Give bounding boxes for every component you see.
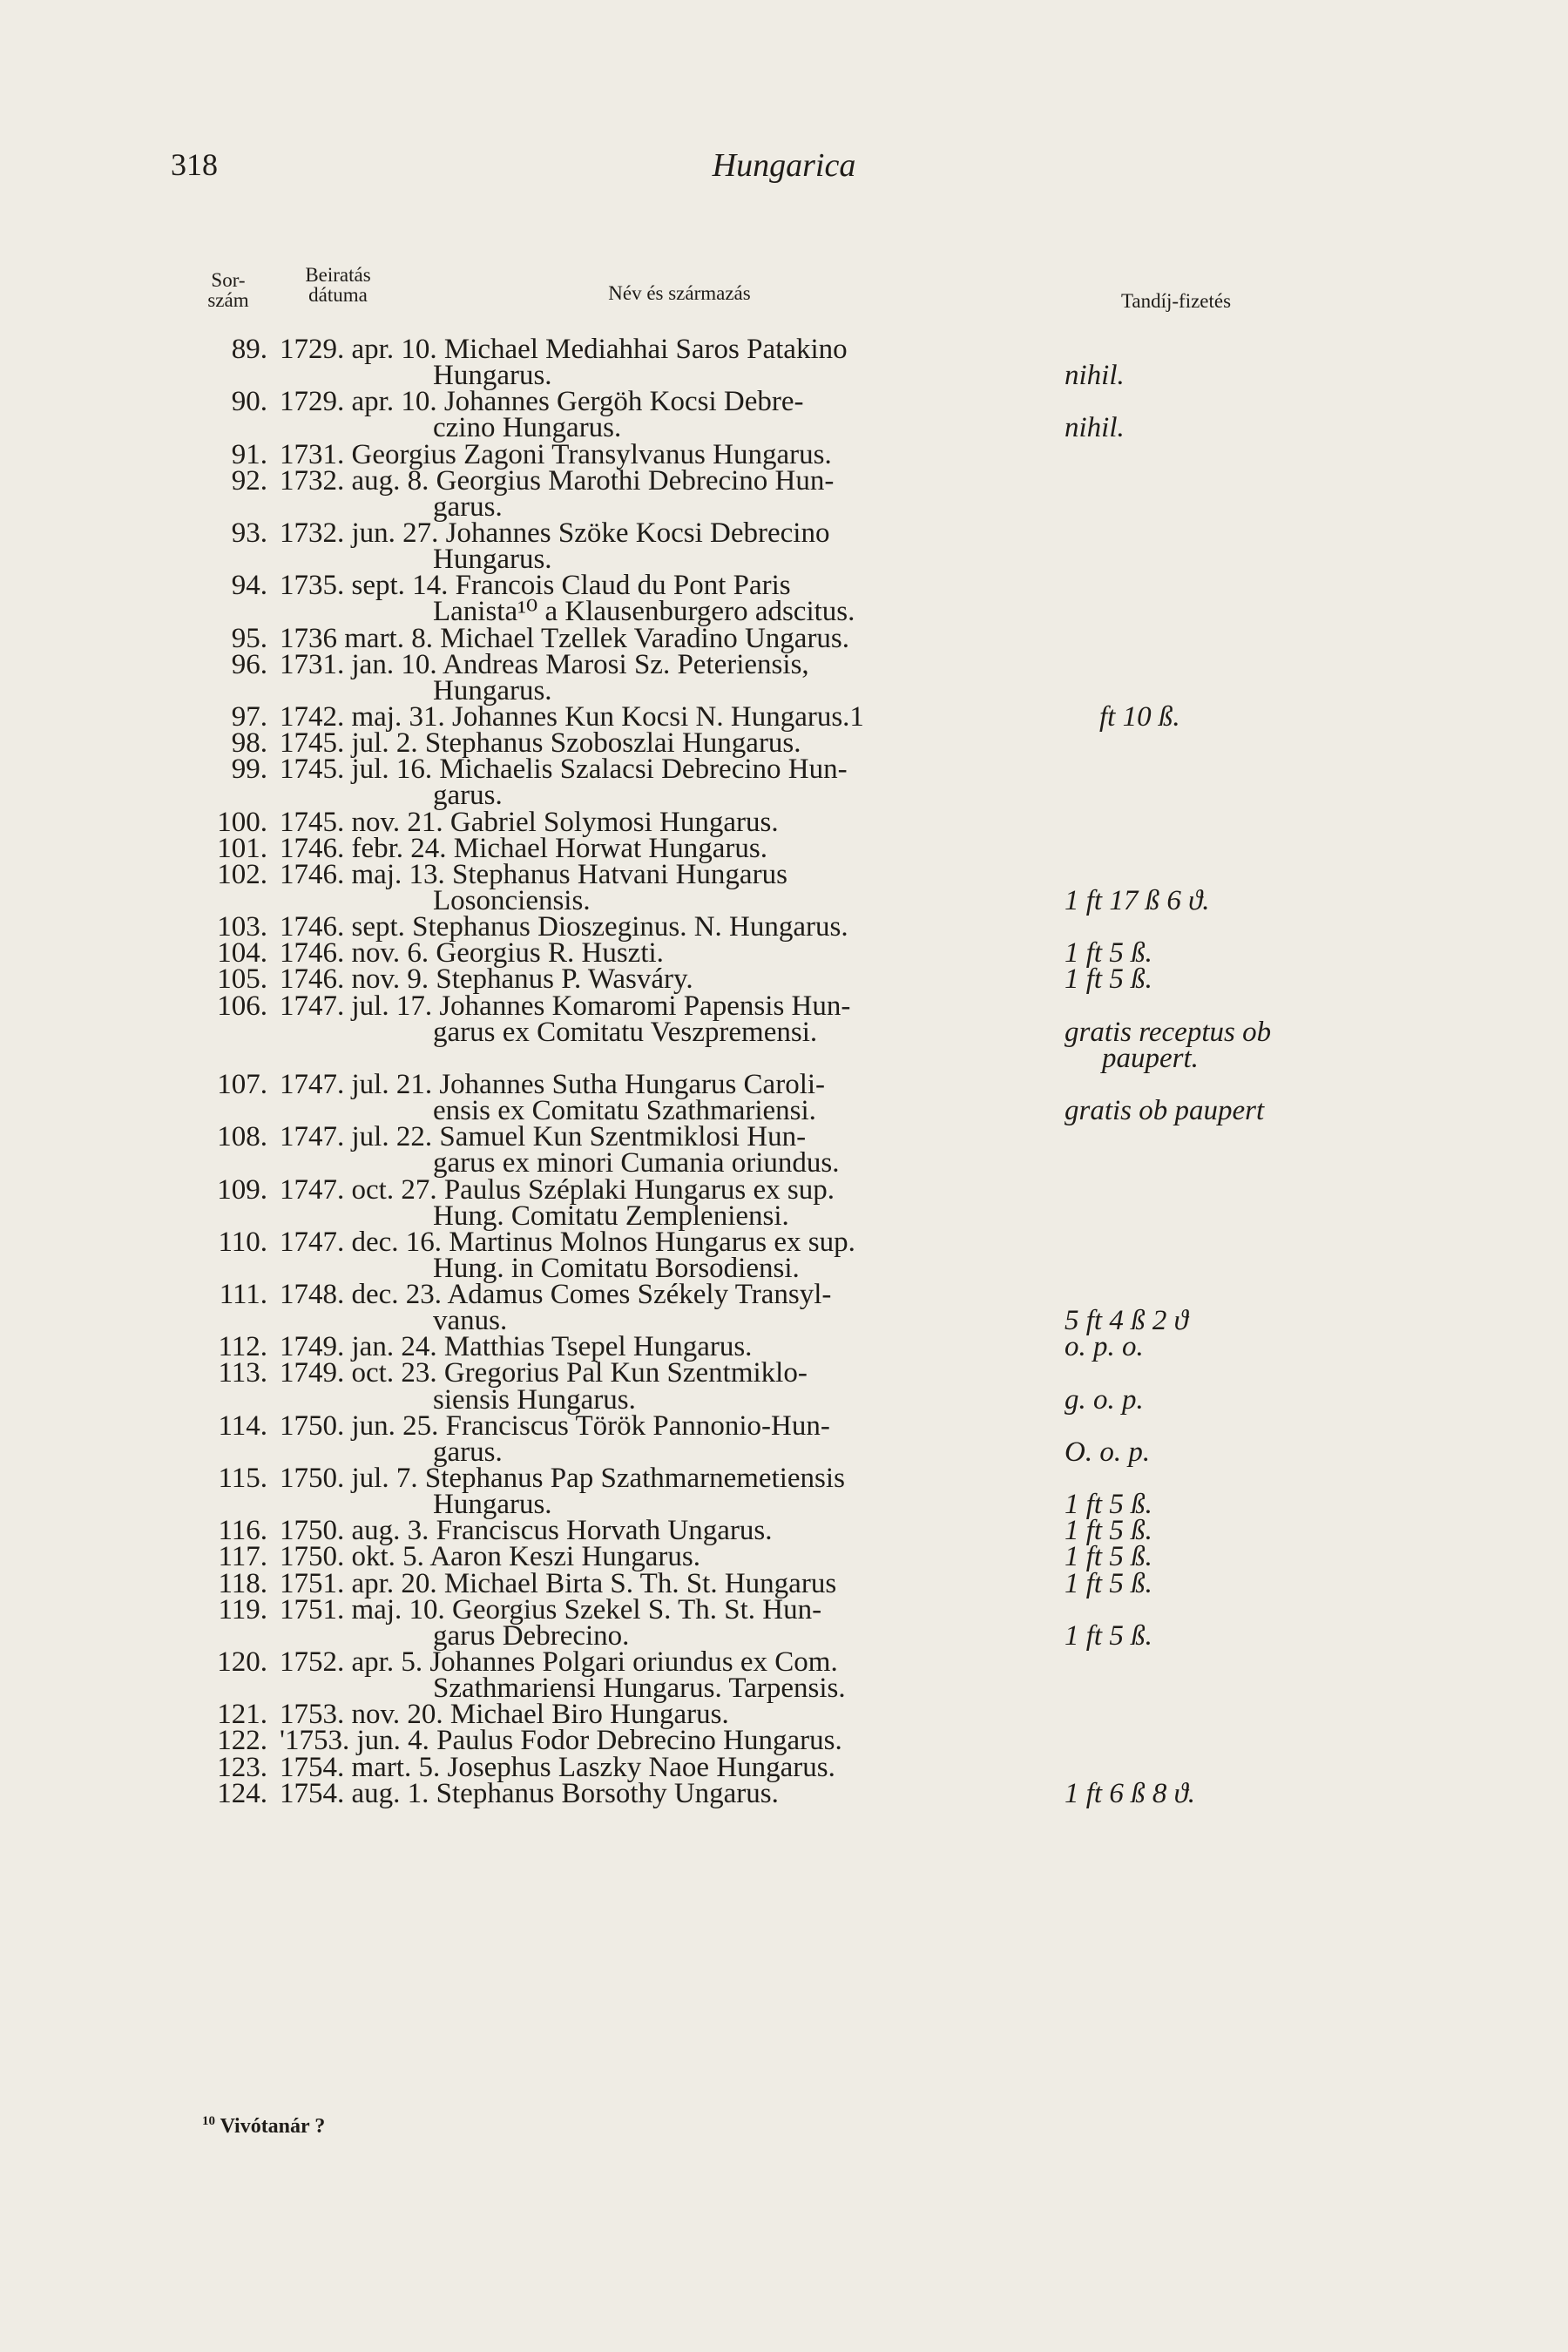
column-header-sorszam-line1: Sor-	[211, 269, 246, 291]
entry-text: 1731. Georgius Zagoni Transylvanus Hungarus.	[280, 438, 832, 470]
entry-number: 96.	[231, 648, 267, 680]
entry-text: 1750. jul. 7. Stephanus Pap Szathmarnemetiensis	[280, 1463, 845, 1495]
entry-line	[0, 858, 1568, 890]
entry-text: 1729. apr. 10. Johannes Gergöh Kocsi Debre-	[280, 386, 804, 418]
entry-line	[0, 334, 1568, 365]
entry-text: 1746. nov. 9. Stephanus P. Wasváry.	[280, 963, 693, 996]
entry-line	[0, 1252, 1568, 1284]
entry-line	[0, 1567, 1568, 1599]
entry-line	[0, 386, 1568, 418]
entry-line	[0, 806, 1568, 838]
entry-line	[0, 780, 1568, 812]
register-entry	[0, 334, 1568, 392]
entry-line	[0, 1489, 1568, 1521]
entry-number: 112.	[218, 1331, 267, 1363]
entry-line	[0, 570, 1568, 602]
entry-line	[0, 412, 1568, 444]
register-entry	[0, 1699, 1568, 1731]
entry-line	[0, 1463, 1568, 1495]
entry-text: 1748. dec. 23. Adamus Comes Székely Transyl-	[280, 1279, 832, 1311]
register-entry	[0, 1226, 1568, 1284]
entry-line	[0, 937, 1568, 970]
entry-text: 1747. jul. 21. Johannes Sutha Hungarus Caroli-	[280, 1068, 826, 1100]
register-entry	[0, 1593, 1568, 1652]
entry-text: 1745. jul. 16. Michaelis Szalacsi Debrecino Hun-	[280, 754, 848, 786]
entry-number: 110.	[218, 1226, 267, 1258]
entry-text: Hung. Comitatu Zempleniensi.	[433, 1200, 789, 1232]
register-entry	[0, 700, 1568, 733]
entry-number: 111.	[219, 1279, 267, 1311]
entry-line	[0, 1751, 1568, 1783]
entry-line	[0, 1725, 1568, 1757]
entry-text: garus.	[433, 1436, 503, 1468]
entry-number: 121.	[217, 1699, 267, 1731]
tuition-fee: 1 ft 5 ß.	[1064, 937, 1152, 970]
entry-line	[0, 438, 1568, 470]
entry-text: 1747. jul. 17. Johannes Komaromi Papensis Hun-	[280, 990, 851, 1022]
register-entry	[0, 806, 1568, 838]
entry-text: 1750. jun. 25. Franciscus Török Pannonio-Hun-	[280, 1409, 830, 1442]
entry-line	[0, 1147, 1568, 1179]
register-entry	[0, 570, 1568, 628]
tuition-fee: O. o. p.	[1064, 1436, 1151, 1468]
entry-text: 1746. nov. 6. Georgius R. Huszti.	[280, 937, 664, 970]
entry-number: 98.	[231, 727, 267, 760]
entry-text: vanus.	[433, 1305, 508, 1337]
entry-text: 1752. apr. 5. Johannes Polgari oriundus ex Com.	[280, 1646, 838, 1679]
entry-number: 104.	[217, 937, 267, 970]
entry-line	[0, 464, 1568, 497]
entry-text: Hungarus.	[433, 1489, 552, 1521]
entry-text: Hungarus.	[433, 674, 552, 706]
entry-text: 1729. apr. 10. Michael Mediahhai Saros Patakino	[280, 334, 848, 365]
entry-number: 105.	[217, 963, 267, 996]
entry-line	[0, 963, 1568, 996]
entry-line	[0, 674, 1568, 706]
entry-number: 94.	[231, 570, 267, 602]
register-entry	[0, 911, 1568, 943]
entry-text: 1731. jan. 10. Andreas Marosi Sz. Peteriensis,	[280, 648, 809, 680]
register-entry	[0, 438, 1568, 470]
tuition-fee: 1 ft 6 ß 8 ϑ.	[1064, 1777, 1196, 1809]
entry-text: czino Hungarus.	[433, 412, 622, 444]
entry-text: 1745. jul. 2. Stephanus Szoboszlai Hungarus.	[280, 727, 801, 760]
entry-number: 91.	[231, 438, 267, 470]
entry-line	[0, 360, 1568, 392]
entry-line	[0, 1042, 1568, 1074]
entry-line	[0, 1777, 1568, 1809]
register-entry	[0, 1173, 1568, 1232]
tuition-fee: g. o. p.	[1064, 1383, 1144, 1416]
entry-number: 97.	[231, 700, 267, 733]
entry-number: 90.	[231, 386, 267, 418]
entry-number: 119.	[218, 1593, 267, 1625]
tuition-fee: gratis ob paupert	[1064, 1095, 1265, 1127]
entry-number: 120.	[217, 1646, 267, 1679]
column-header-nev: Név és származás	[608, 282, 751, 304]
entry-text: Hung. in Comitatu Borsodiensi.	[433, 1252, 800, 1284]
register-entry	[0, 1646, 1568, 1705]
entry-text: 1735. sept. 14. Francois Claud du Pont Paris	[280, 570, 791, 602]
register-entry	[0, 727, 1568, 760]
entry-line	[0, 1409, 1568, 1442]
register-entry	[0, 1541, 1568, 1573]
entry-text: garus.	[433, 490, 503, 523]
entry-line	[0, 1593, 1568, 1625]
entry-text: 1754. mart. 5. Josephus Laszky Naoe Hungarus.	[280, 1751, 835, 1783]
entry-text: Lanista¹⁰ a Klausenburgero adscitus.	[433, 596, 855, 628]
tuition-fee-continued: paupert.	[1102, 1042, 1199, 1074]
entry-number: 95.	[231, 622, 267, 654]
register-entry	[0, 832, 1568, 864]
entry-text: Szathmariensi Hungarus. Tarpensis.	[433, 1673, 846, 1705]
tuition-fee: ft 10 ß.	[1099, 700, 1180, 733]
entry-number: 107.	[217, 1068, 267, 1100]
footnote	[202, 2115, 325, 2139]
entry-text: 1732. aug. 8. Georgius Marothi Debrecino Hun-	[280, 464, 835, 497]
register-entry	[0, 858, 1568, 916]
entry-number: 113.	[218, 1357, 267, 1389]
tuition-fee: 1 ft 5 ß.	[1064, 1515, 1152, 1547]
entry-line	[0, 754, 1568, 786]
entry-text: 1732. jun. 27. Johannes Szöke Kocsi Debrecino	[280, 517, 830, 549]
entry-line	[0, 596, 1568, 628]
entry-line	[0, 1016, 1568, 1048]
column-header-tandij: Tandíj-fizetés	[1120, 290, 1232, 312]
entry-text: 1751. apr. 20. Michael Birta S. Th. St. Hungarus	[280, 1567, 837, 1599]
register-entry	[0, 1463, 1568, 1521]
entry-text: 1746. maj. 13. Stephanus Hatvani Hungarus	[280, 858, 787, 890]
entry-text: 1753. nov. 20. Michael Biro Hungarus.	[280, 1699, 729, 1731]
entry-number: 118.	[218, 1567, 267, 1599]
entry-number: 108.	[217, 1121, 267, 1153]
entry-number: 114.	[218, 1409, 267, 1442]
entry-line	[0, 1200, 1568, 1232]
entry-line	[0, 1541, 1568, 1573]
entry-text: Hungarus.	[433, 360, 552, 392]
entry-line	[0, 832, 1568, 864]
entry-number: 100.	[217, 806, 267, 838]
tuition-fee: 1 ft 5 ß.	[1064, 1567, 1152, 1599]
entry-line	[0, 1619, 1568, 1652]
entry-text: 1747. oct. 27. Paulus Széplaki Hungarus ex sup.	[280, 1173, 835, 1206]
entry-line	[0, 727, 1568, 760]
entry-number: 122.	[217, 1725, 267, 1757]
entry-line	[0, 622, 1568, 654]
entry-text: 1742. maj. 31. Johannes Kun Kocsi N. Hungarus.1	[280, 700, 864, 733]
register-entry	[0, 648, 1568, 706]
register-entry	[0, 517, 1568, 576]
entry-line	[0, 911, 1568, 943]
footnote-mark: 10	[202, 2114, 215, 2128]
entry-number: 89.	[231, 334, 267, 365]
entry-line	[0, 700, 1568, 733]
entry-text: 1747. dec. 16. Martinus Molnos Hungarus ex sup.	[280, 1226, 855, 1258]
register-entry	[0, 1331, 1568, 1363]
entry-number: 116.	[218, 1515, 267, 1547]
entry-line	[0, 1068, 1568, 1100]
entry-text: Losonciensis.	[433, 884, 591, 916]
register-entry	[0, 1567, 1568, 1599]
entry-number: 92.	[231, 464, 267, 497]
entry-text: 1750. okt. 5. Aaron Keszi Hungarus.	[280, 1541, 701, 1573]
register-entry	[0, 1777, 1568, 1809]
entry-text: 1749. oct. 23. Gregorius Pal Kun Szentmiklo-	[280, 1357, 808, 1389]
entry-text: ensis ex Comitatu Szathmariensi.	[433, 1095, 816, 1127]
running-title: Hungarica	[712, 147, 856, 184]
register-entry	[0, 386, 1568, 444]
entry-text: 1747. jul. 22. Samuel Kun Szentmiklosi Hun-	[280, 1121, 807, 1153]
entry-number: 106.	[217, 990, 267, 1022]
entry-text: Hungarus.	[433, 544, 552, 576]
entry-number: 103.	[217, 911, 267, 943]
entry-line	[0, 1673, 1568, 1705]
entry-line	[0, 648, 1568, 680]
register-entry	[0, 622, 1568, 654]
tuition-fee: o. p. o.	[1064, 1331, 1144, 1363]
entry-number: 93.	[231, 517, 267, 549]
column-header-beiratas-line2: dátuma	[308, 284, 368, 306]
entry-text: 1746. sept. Stephanus Dioszeginus. N. Hungarus.	[280, 911, 848, 943]
register-entry	[0, 1279, 1568, 1337]
entry-line	[0, 490, 1568, 523]
entry-line	[0, 1121, 1568, 1153]
tuition-fee: gratis receptus ob	[1064, 1016, 1272, 1048]
register-entry	[0, 1515, 1568, 1547]
entry-line	[0, 884, 1568, 916]
entry-number: 123.	[217, 1751, 267, 1783]
register-entry	[0, 464, 1568, 523]
entry-text: garus ex minori Cumania oriundus.	[433, 1147, 840, 1179]
entry-text: 1749. jan. 24. Matthias Tsepel Hungarus.	[280, 1331, 753, 1363]
page-number: 318	[171, 147, 218, 182]
tuition-fee: 1 ft 5 ß.	[1064, 1489, 1152, 1521]
register-entry	[0, 754, 1568, 812]
entry-line	[0, 1383, 1568, 1416]
register-entry	[0, 990, 1568, 1074]
entry-text: 1750. aug. 3. Franciscus Horvath Ungarus.	[280, 1515, 773, 1547]
entry-line	[0, 1305, 1568, 1337]
entry-text: '1753. jun. 4. Paulus Fodor Debrecino Hungarus.	[280, 1725, 842, 1757]
tuition-fee: 1 ft 17 ß 6 ϑ.	[1064, 884, 1210, 916]
entry-text: 1745. nov. 21. Gabriel Solymosi Hungarus.	[280, 806, 779, 838]
register-entry	[0, 1725, 1568, 1757]
entry-line	[0, 1173, 1568, 1206]
entry-number: 109.	[217, 1173, 267, 1206]
tuition-fee: 1 ft 5 ß.	[1064, 1541, 1152, 1573]
entry-line	[0, 1095, 1568, 1127]
entry-line	[0, 1226, 1568, 1258]
column-header-beiratas	[277, 265, 399, 305]
entry-text: garus.	[433, 780, 503, 812]
tuition-fee: 5 ft 4 ß 2 ϑ	[1064, 1305, 1188, 1337]
column-header-sorszam	[193, 270, 263, 310]
entry-text: garus Debrecino.	[433, 1619, 630, 1652]
entry-line	[0, 1357, 1568, 1389]
entry-line	[0, 1331, 1568, 1363]
entry-text: 1746. febr. 24. Michael Horwat Hungarus.	[280, 832, 767, 864]
entry-number: 102.	[217, 858, 267, 890]
register-entry	[0, 963, 1568, 996]
entry-line	[0, 1279, 1568, 1311]
entry-line	[0, 1436, 1568, 1468]
register-entry	[0, 1357, 1568, 1416]
register-entry	[0, 1068, 1568, 1127]
entry-number: 99.	[231, 754, 267, 786]
column-header-beiratas-line1: Beiratás	[305, 264, 371, 286]
entry-line	[0, 544, 1568, 576]
tuition-fee: 1 ft 5 ß.	[1064, 963, 1152, 996]
entry-line	[0, 990, 1568, 1022]
entry-line	[0, 1646, 1568, 1679]
tuition-fee: nihil.	[1064, 360, 1125, 392]
register-entry	[0, 937, 1568, 970]
register-entry	[0, 1121, 1568, 1179]
column-header-sorszam-line2: szám	[207, 289, 249, 311]
entry-number: 101.	[217, 832, 267, 864]
register-entry	[0, 1409, 1568, 1468]
register-entry	[0, 1751, 1568, 1783]
entry-text: 1736 mart. 8. Michael Tzellek Varadino Ungarus.	[280, 622, 850, 654]
entry-text: 1751. maj. 10. Georgius Szekel S. Th. St. Hun-	[280, 1593, 822, 1625]
tuition-fee: 1 ft 5 ß.	[1064, 1619, 1152, 1652]
entry-line	[0, 517, 1568, 549]
entry-text: 1754. aug. 1. Stephanus Borsothy Ungarus.	[280, 1777, 779, 1809]
entry-text: siensis Hungarus.	[433, 1383, 636, 1416]
entry-line	[0, 1699, 1568, 1731]
entry-number: 124.	[217, 1777, 267, 1809]
entry-text: garus ex Comitatu Veszpremensi.	[433, 1016, 818, 1048]
footnote-text: Vivótanár ?	[220, 2115, 326, 2138]
register-entries	[0, 336, 1568, 1807]
entry-line	[0, 1515, 1568, 1547]
tuition-fee: nihil.	[1064, 412, 1125, 444]
entry-number: 117.	[218, 1541, 267, 1573]
entry-number: 115.	[218, 1463, 267, 1495]
